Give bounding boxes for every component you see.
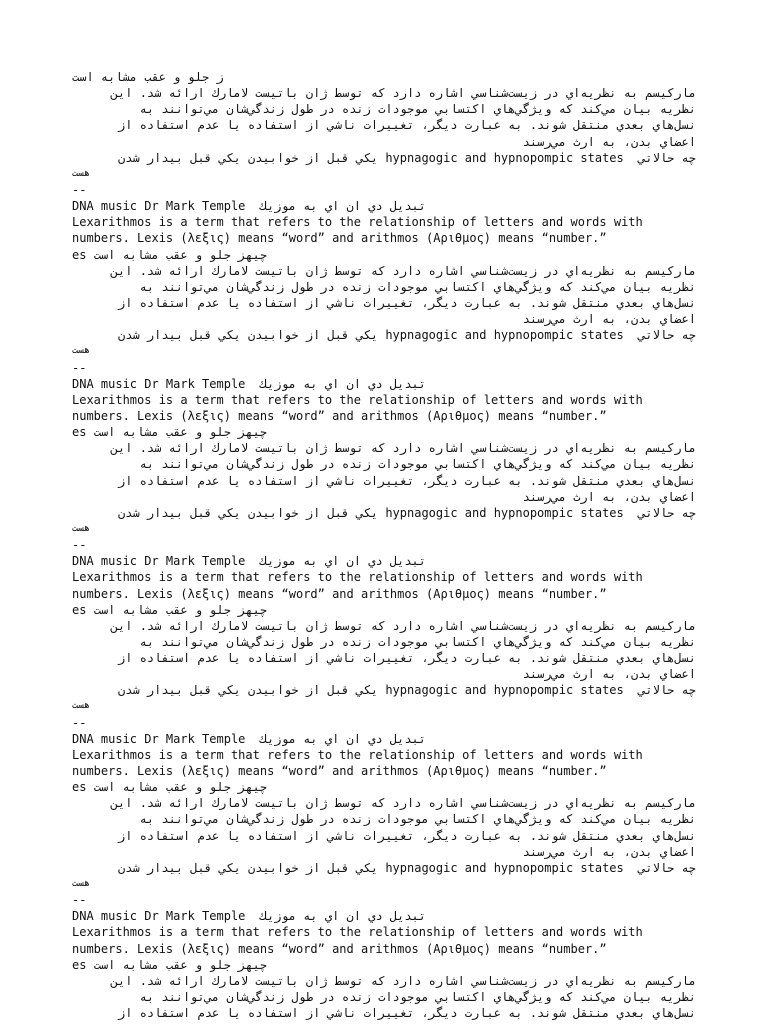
text-line: هست [72,700,91,712]
text-line: نسل‌هاي بعدي منتقل شوند. به عبارت ديگر، تغييرات ناشي از استفاده يا عدم استفاده از [118,651,696,666]
text-line: ماركيسم به نظريه‌اي در زيست‌شناسي اشاره دارد كه توسط ژان باتيست لامارك ارائه شد. اين [110,86,696,101]
text-line: Lexarithmos is a term that refers to the relationship of letters and words with [72,747,643,762]
text-line: چه حالاتي hypnagogic and hypnopompic states يكي قبل از خوابيدن يكي قبل بيدار شدن [118,683,696,698]
text-line: چه حالاتي hypnagogic and hypnopompic states يكي قبل از خوابيدن يكي قبل بيدار شدن [118,150,696,165]
text-line: DNA music Dr Mark Temple تبديل دي ان اي به موزيك [72,199,427,214]
text-line: numbers. Lexis (λεξις) means “word” and arithmos (Αριθμος) means “number.” [72,408,607,423]
text-line: Lexarithmos is a term that refers to the relationship of letters and words with [72,392,643,407]
text-line: ماركيسم به نظريه‌اي در زيست‌شناسي اشاره دارد كه توسط ژان باتيست لامارك ارائه شد. اين [110,441,696,456]
text-line: نظريه بيان مي‌كند كه ويژگي‌هاي اكتسابي موجودات زنده در طول زندگي‌شان مي‌توانند به [139,102,696,117]
text-line: DNA music Dr Mark Temple تبديل دي ان اي به موزيك [72,554,427,569]
text-line: اعضاي بدن، به ارث مي‌رسند [522,844,696,859]
text-line: numbers. Lexis (λεξις) means “word” and arithmos (Αριθμος) means “number.” [72,586,607,601]
text-line: Lexarithmos is a term that refers to the relationship of letters and words with [72,570,643,585]
text-line: نظريه بيان مي‌كند كه ويژگي‌هاي اكتسابي موجودات زنده در طول زندگي‌شان مي‌توانند به [139,634,696,649]
text-line: هست [72,167,91,179]
text-line: -- [72,538,87,553]
text-line: نظريه بيان مي‌كند كه ويژگي‌هاي اكتسابي موجودات زنده در طول زندگي‌شان مي‌توانند به [139,279,696,294]
text-line: اعضاي بدن، به ارث مي‌رسند [522,312,696,327]
text-line: es چيهز جلو و عقب مشابه است [72,425,268,440]
text-line: numbers. Lexis (λεξις) means “word” and arithmos (Αριθμος) means “number.” [72,764,607,779]
text-line: Lexarithmos is a term that refers to the relationship of letters and words with [72,925,643,940]
text-line: ز جلو و عقب مشابه است [72,70,224,84]
text-line: numbers. Lexis (λεξις) means “word” and arithmos (Αριθμος) means “number.” [72,941,607,956]
text-line: نسل‌هاي بعدي منتقل شوند. به عبارت ديگر، تغييرات ناشي از استفاده يا عدم استفاده از [118,295,696,310]
text-line: numbers. Lexis (λεξις) means “word” and arithmos (Αριθμος) means “number.” [72,231,607,246]
text-line: نسل‌هاي بعدي منتقل شوند. به عبارت ديگر، تغييرات ناشي از استفاده يا عدم استفاده از [118,828,696,843]
text-line: DNA music Dr Mark Temple تبديل دي ان اي به موزيك [72,909,427,924]
text-line: هست [72,878,91,890]
text-line: نظريه بيان مي‌كند كه ويژگي‌هاي اكتسابي موجودات زنده در طول زندگي‌شان مي‌توانند به [139,812,696,827]
text-line: DNA music Dr Mark Temple تبديل دي ان اي به موزيك [72,376,427,391]
text-line: نسل‌هاي بعدي منتقل شوند. به عبارت ديگر، تغييرات ناشي از استفاده يا عدم استفاده از [118,473,696,488]
text-line: -- [72,715,87,730]
text-line: -- [72,360,87,375]
text-line: اعضاي بدن، به ارث مي‌رسند [522,489,696,504]
text-line: es چيهز جلو و عقب مشابه است [72,602,268,617]
text-line: نسل‌هاي بعدي منتقل شوند. به عبارت ديگر، تغييرات ناشي از استفاده يا عدم استفاده از [118,1006,696,1021]
text-line: ماركيسم به نظريه‌اي در زيست‌شناسي اشاره دارد كه توسط ژان باتيست لامارك ارائه شد. اين [110,263,696,278]
document-body [72,69,696,1021]
text-line: -- [72,893,87,908]
text-line: ماركيسم به نظريه‌اي در زيست‌شناسي اشاره دارد كه توسط ژان باتيست لامارك ارائه شد. اين [110,618,696,633]
text-line: اعضاي بدن، به ارث مي‌رسند [522,134,696,149]
text-line: نظريه بيان مي‌كند كه ويژگي‌هاي اكتسابي موجودات زنده در طول زندگي‌شان مي‌توانند به [139,457,696,472]
text-line: ماركيسم به نظريه‌اي در زيست‌شناسي اشاره دارد كه توسط ژان باتيست لامارك ارائه شد. اين [110,973,696,988]
text-line: es چيهز جلو و عقب مشابه است [72,247,268,262]
text-line: اعضاي بدن، به ارث مي‌رسند [522,667,696,682]
text-line: es چيهز جلو و عقب مشابه است [72,780,268,795]
text-line: نسل‌هاي بعدي منتقل شوند. به عبارت ديگر، تغييرات ناشي از استفاده يا عدم استفاده از [118,118,696,133]
text-line: هست [72,345,91,357]
text-line: چه حالاتي hypnagogic and hypnopompic states يكي قبل از خوابيدن يكي قبل بيدار شدن [118,328,696,343]
text-line: هست [72,522,91,534]
text-line: ماركيسم به نظريه‌اي در زيست‌شناسي اشاره دارد كه توسط ژان باتيست لامارك ارائه شد. اين [110,796,696,811]
text-line: -- [72,182,87,197]
text-line: نظريه بيان مي‌كند كه ويژگي‌هاي اكتسابي موجودات زنده در طول زندگي‌شان مي‌توانند به [139,990,696,1005]
text-line: Lexarithmos is a term that refers to the relationship of letters and words with [72,215,643,230]
text-line: چه حالاتي hypnagogic and hypnopompic states يكي قبل از خوابيدن يكي قبل بيدار شدن [118,860,696,875]
text-line: DNA music Dr Mark Temple تبديل دي ان اي به موزيك [72,731,427,746]
text-line: es چيهز جلو و عقب مشابه است [72,957,268,972]
text-line: چه حالاتي hypnagogic and hypnopompic states يكي قبل از خوابيدن يكي قبل بيدار شدن [118,505,696,520]
